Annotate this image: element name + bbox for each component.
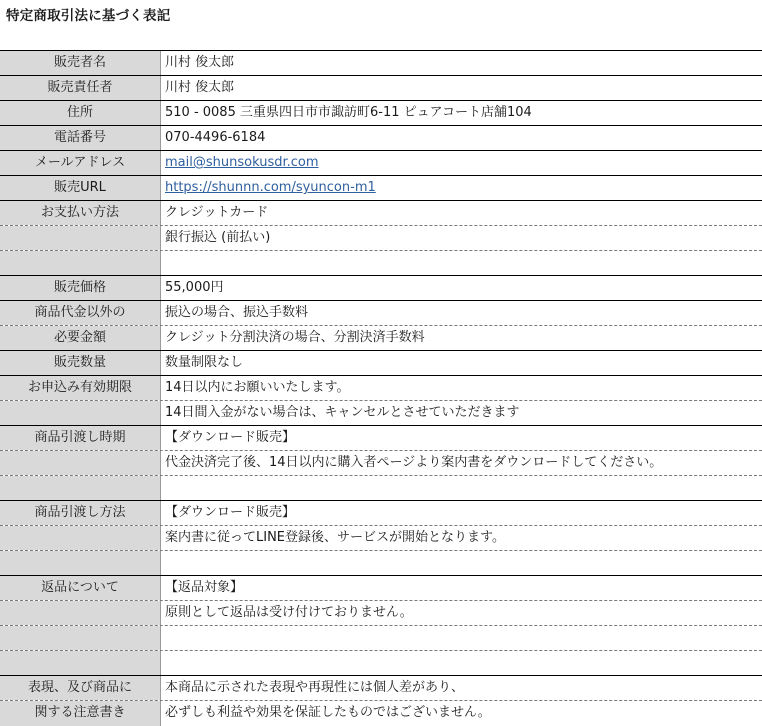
page-title: 特定商取引法に基づく表記: [6, 8, 171, 24]
label-price: 販売価格: [0, 276, 161, 300]
value-sales-url: [161, 176, 762, 200]
value-quantity: 数量制限なし: [165, 355, 244, 370]
legal-info-table: [0, 50, 762, 726]
row-quantity: [0, 351, 762, 376]
value-address: 510 - 0085 三重県四日市市諏訪町6-11 ピュアコート店舗104: [165, 105, 532, 120]
value-returns-heading: 【返品対象】: [165, 580, 244, 595]
row-returns-3: [0, 626, 762, 651]
value-empty: [161, 251, 762, 275]
value-seller-name: 川村 俊太郎: [165, 55, 235, 70]
row-delivery-method-3: [0, 551, 762, 576]
row-delivery-method-2: [0, 526, 762, 551]
value-sales-manager: 川村 俊太郎: [165, 80, 235, 95]
label-extra-cost-2: 必要金額: [0, 326, 161, 350]
row-extra-cost-2: [0, 326, 762, 351]
label-returns: 返品について: [0, 576, 161, 600]
label-delivery-time: 商品引渡し時期: [0, 426, 161, 450]
value-returns-detail: 原則として返品は受け付けておりません。: [165, 605, 413, 620]
row-delivery-time-2: [0, 451, 762, 476]
label-email: メールアドレス: [0, 151, 161, 175]
value-payment-credit: クレジットカード: [165, 205, 269, 220]
row-extra-cost: [0, 301, 762, 326]
value-disclaimer-2: 必ずしも利益や効果を保証したものではございません。: [165, 705, 491, 720]
row-payment-method: [0, 201, 762, 226]
row-phone: [0, 126, 762, 151]
label-quantity: 販売数量: [0, 351, 161, 375]
label-disclaimer-1: 表現、及び商品に: [0, 676, 161, 700]
value-application-deadline: 14日以内にお願いいたします。: [165, 380, 350, 395]
row-disclaimer: [0, 676, 762, 701]
row-delivery-time: [0, 426, 762, 451]
value-delivery-method-heading: 【ダウンロード販売】: [165, 505, 296, 520]
row-returns-2: [0, 601, 762, 626]
sales-url-link[interactable]: https://shunnn.com/syuncon-m1: [165, 180, 376, 195]
row-payment-method-3: [0, 251, 762, 276]
value-empty: [161, 626, 762, 650]
row-delivery-method: [0, 501, 762, 526]
label-application-deadline: お申込み有効期限: [0, 376, 161, 400]
value-cancellation-note: 14日間入金がない場合は、キャンセルとさせていただきます: [165, 405, 520, 420]
label-delivery-method: 商品引渡し方法: [0, 501, 161, 525]
row-delivery-time-3: [0, 476, 762, 501]
label-payment-method: お支払い方法: [0, 201, 161, 225]
label-empty: [0, 651, 161, 675]
label-disclaimer-2: 関する注意書き: [0, 701, 161, 726]
value-disclaimer-1: 本商品に示された表現や再現性には個人差があり、: [165, 680, 465, 695]
value-empty: [161, 476, 762, 500]
label-empty: [0, 551, 161, 575]
value-payment-bank: 銀行振込 (前払い): [165, 230, 271, 245]
label-empty: [0, 601, 161, 625]
value-extra-cost-transfer: 振込の場合、振込手数料: [165, 305, 309, 320]
label-seller-name: 販売者名: [0, 51, 161, 75]
row-payment-method-2: [0, 226, 762, 251]
value-extra-cost-installment: クレジット分割決済の場合、分割決済手数料: [165, 330, 425, 345]
label-extra-cost-1: 商品代金以外の: [0, 301, 161, 325]
row-disclaimer-2: [0, 701, 762, 726]
value-delivery-time-detail: 代金決済完了後、14日以内に購入者ページより案内書をダウンロードしてください。: [165, 455, 663, 470]
row-returns: [0, 576, 762, 601]
label-empty: [0, 451, 161, 475]
label-empty: [0, 401, 161, 425]
label-empty: [0, 476, 161, 500]
row-returns-4: [0, 651, 762, 676]
row-email: [0, 151, 762, 176]
label-empty: [0, 226, 161, 250]
label-sales-url: 販売URL: [0, 176, 161, 200]
label-empty: [0, 526, 161, 550]
row-application-deadline: [0, 376, 762, 401]
label-empty: [0, 626, 161, 650]
value-empty: [161, 651, 762, 675]
label-empty: [0, 251, 161, 275]
label-address: 住所: [0, 101, 161, 125]
value-delivery-time-heading: 【ダウンロード販売】: [165, 430, 296, 445]
label-phone: 電話番号: [0, 126, 161, 150]
email-link[interactable]: mail@shunsokusdr.com: [165, 155, 319, 170]
value-delivery-method-detail: 案内書に従ってLINE登録後、サービスが開始となります。: [165, 530, 505, 545]
row-address: [0, 101, 762, 126]
value-empty: [161, 551, 762, 575]
value-price: 55,000円: [165, 280, 224, 295]
row-sales-manager: [0, 76, 762, 101]
label-sales-manager: 販売責任者: [0, 76, 161, 100]
row-price: [0, 276, 762, 301]
value-email: [161, 151, 762, 175]
row-seller-name: [0, 51, 762, 76]
row-sales-url: [0, 176, 762, 201]
value-phone: 070-4496-6184: [165, 130, 266, 145]
row-application-deadline-2: [0, 401, 762, 426]
